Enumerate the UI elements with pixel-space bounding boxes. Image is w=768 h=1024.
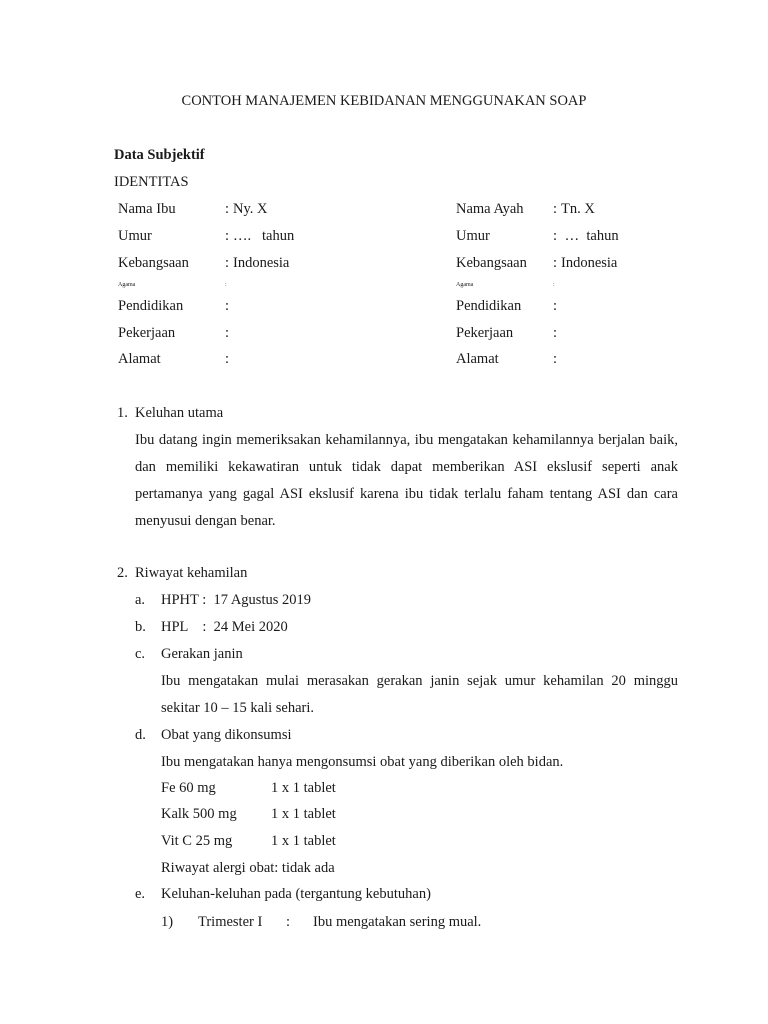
identity-label: Nama Ibu: [118, 201, 176, 217]
identity-separator: :: [225, 298, 230, 314]
hpht-line: HPHT : 17 Agustus 2019: [161, 592, 311, 608]
identity-separator: :: [225, 201, 230, 217]
medicine-name: Fe 60 mg: [161, 780, 216, 796]
list-number: 1.: [117, 405, 128, 421]
identity-label: Umur: [456, 228, 490, 244]
identity-label: Agama: [118, 282, 136, 288]
identity-label: Pendidikan: [456, 298, 522, 314]
trimester-text: Ibu mengatakan sering mual.: [313, 914, 482, 930]
identity-value: … tahun: [561, 228, 619, 244]
identity-separator: :: [553, 282, 555, 288]
identity-label: Pekerjaan: [456, 325, 514, 341]
sub-letter: e.: [135, 886, 146, 902]
trimester-separator: :: [286, 914, 291, 930]
identity-separator: :: [553, 298, 558, 314]
fetal-movement-paragraph: Ibu mengatakan mulai merasakan gerakan janin sejak umur kehamilan 20 minggu sekitar 10 – 15 kali sehari.: [161, 673, 678, 716]
sub-letter: a.: [135, 592, 146, 608]
list-number: 2.: [117, 565, 128, 581]
allergy-line: Riwayat alergi obat: tidak ada: [161, 860, 335, 876]
hpl-line: HPL : 24 Mei 2020: [161, 619, 288, 635]
document-title: CONTOH MANAJEMEN KEBIDANAN MENGGUNAKAN SOAP: [181, 93, 587, 109]
identity-label: Agama: [456, 282, 474, 288]
identity-label: Alamat: [118, 351, 161, 367]
identity-value: Indonesia: [233, 255, 290, 271]
identity-label: Pendidikan: [118, 298, 184, 314]
sub-letter: c.: [135, 646, 146, 662]
list-heading: Riwayat kehamilan: [135, 565, 248, 581]
sub-letter: b.: [135, 619, 146, 635]
medicine-dose: 1 x 1 tablet: [271, 833, 336, 849]
medicine-name: Kalk 500 mg: [161, 806, 237, 822]
identity-label: Alamat: [456, 351, 499, 367]
complaint-paragraph: Ibu datang ingin memeriksakan kehamilannya, ibu mengatakan kehamilannya berjalan baik, dan memiliki kekawatiran untuk tidak dapat memberikan ASI ekslusif seperti anak pertamanya yang gagal ASI ekslusif karena ibu tidak terlalu faham tentang ASI dan cara menyusui dengan benar.: [135, 432, 678, 529]
sub-letter: d.: [135, 727, 146, 743]
medicine-name: Vit C 25 mg: [161, 833, 233, 849]
identity-label: Nama Ayah: [456, 201, 524, 217]
identity-separator: :: [553, 351, 558, 367]
trimester-label: Trimester I: [198, 914, 263, 930]
identity-separator: :: [553, 201, 558, 217]
identity-value: Indonesia: [561, 255, 618, 271]
medicine-dose: 1 x 1 tablet: [271, 806, 336, 822]
identity-label: Pekerjaan: [118, 325, 176, 341]
identity-separator: :: [553, 255, 558, 271]
identity-separator: :: [225, 282, 227, 288]
identity-separator: :: [225, 351, 230, 367]
section-heading: Data Subjektif: [114, 147, 205, 163]
identity-value: …. tahun: [233, 228, 295, 244]
sub-heading: Gerakan janin: [161, 646, 243, 662]
identity-label: Kebangsaan: [118, 255, 189, 271]
sub-heading: Obat yang dikonsumsi: [161, 727, 292, 743]
identitas-heading: IDENTITAS: [114, 174, 189, 190]
identity-separator: :: [225, 228, 230, 244]
medication-text: Ibu mengatakan hanya mengonsumsi obat yang diberikan oleh bidan.: [161, 754, 564, 770]
identity-separator: :: [553, 228, 558, 244]
sub-number: 1): [161, 914, 174, 930]
medicine-dose: 1 x 1 tablet: [271, 780, 336, 796]
identity-separator: :: [225, 255, 230, 271]
identity-value: Tn. X: [561, 201, 595, 217]
list-heading: Keluhan utama: [135, 405, 224, 421]
identity-separator: :: [553, 325, 558, 341]
identity-label: Umur: [118, 228, 152, 244]
identity-label: Kebangsaan: [456, 255, 527, 271]
identity-separator: :: [225, 325, 230, 341]
identity-value: Ny. X: [233, 201, 268, 217]
sub-heading: Keluhan-keluhan pada (tergantung kebutuhan): [161, 886, 431, 902]
